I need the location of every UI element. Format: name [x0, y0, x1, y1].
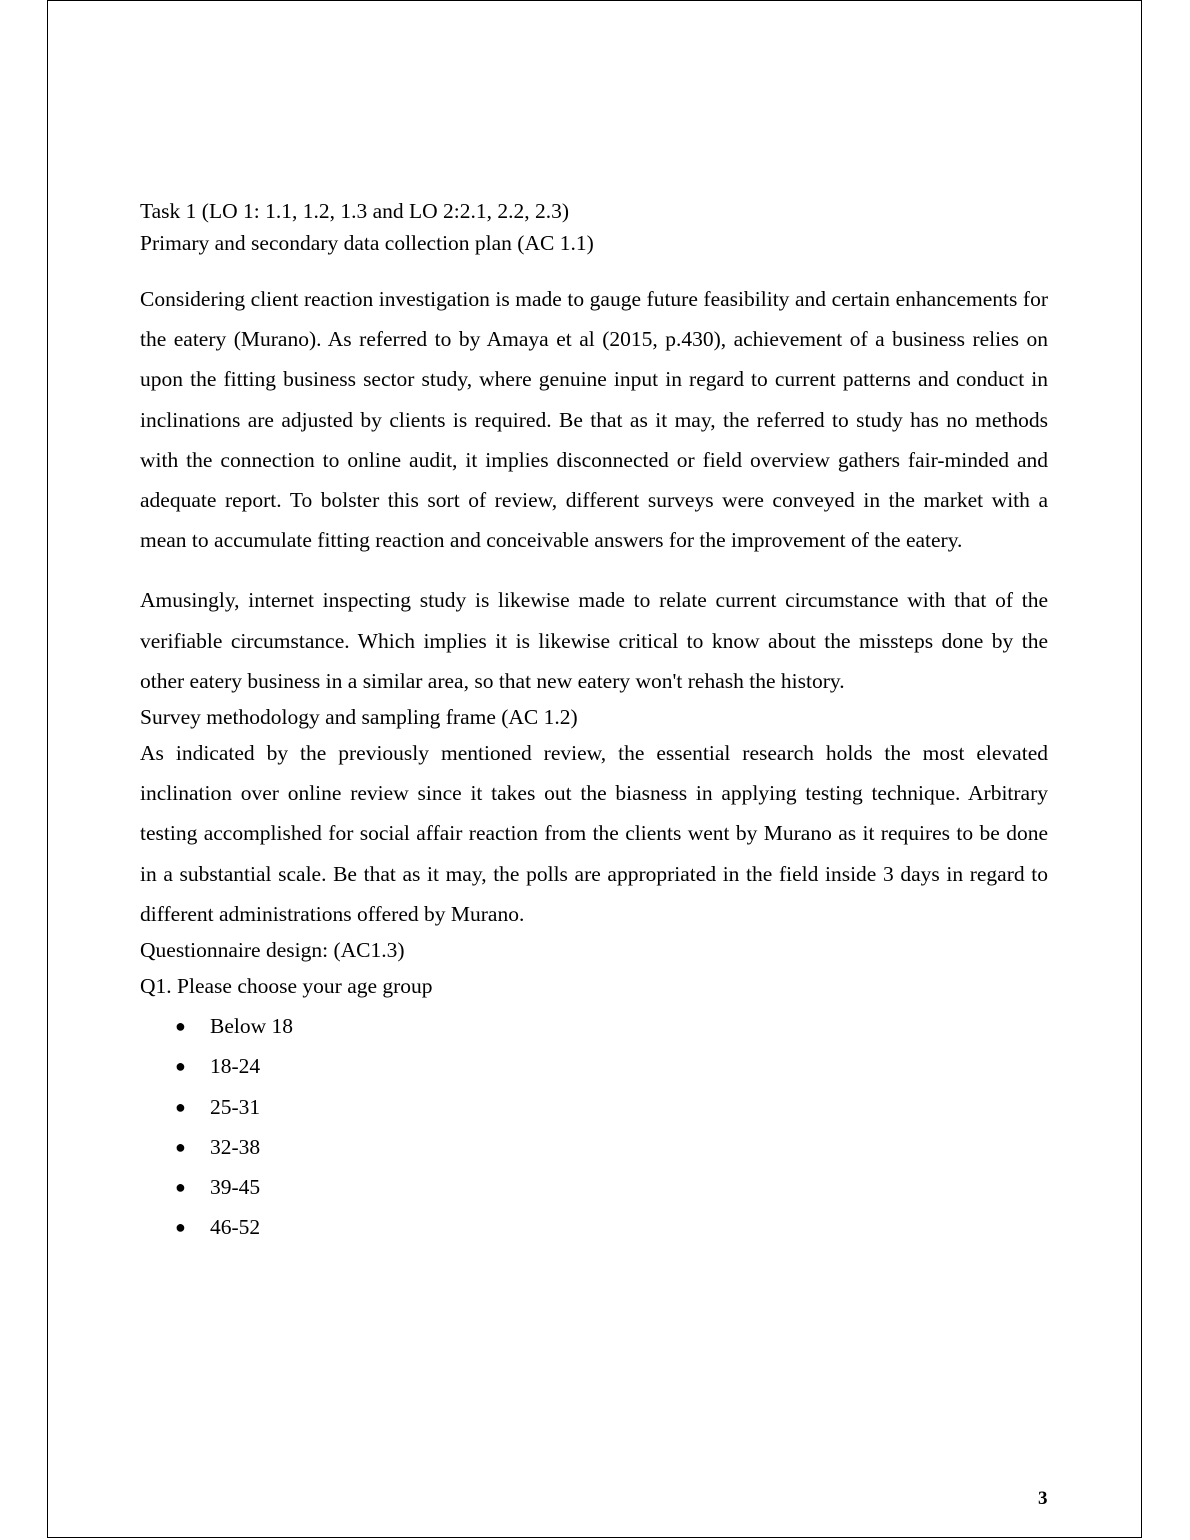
section-heading-data-collection: Primary and secondary data collection plan (AC 1.1) — [140, 231, 594, 255]
paragraph-survey-methodology: As indicated by the previously mentioned review, the essential research holds the most elevated inclination over online review since it takes out the biasness in applying testing technique. Arbitrary testing accomplished for social affair reaction from the clients went by Murano as it requires to be done in a substantial scale. Be that as it may, the polls are appropriated in the field inside 3 days in regard to different administrations offered by Murano. — [140, 741, 1048, 926]
list-item — [140, 1207, 1048, 1247]
bullet-icon: ● — [175, 1217, 186, 1238]
question-age-group: Q1. Please choose your age group — [140, 974, 433, 999]
bullet-icon: ● — [175, 1056, 186, 1077]
age-group-options — [140, 1006, 1048, 1247]
age-option-label: Below 18 — [210, 1014, 294, 1039]
task-heading: Task 1 (LO 1: 1.1, 1.2, 1.3 and LO 2:2.1, 2.2, 2.3) — [140, 199, 570, 223]
age-option-label: 32-38 — [210, 1134, 261, 1159]
page-content — [140, 195, 1048, 1247]
bullet-icon: ● — [175, 1177, 186, 1198]
list-item — [140, 1046, 1048, 1086]
section-heading-survey-methodology: Survey methodology and sampling frame (AC 1.2) — [140, 705, 578, 730]
bullet-icon: ● — [175, 1096, 186, 1117]
list-item — [140, 1087, 1048, 1127]
list-item — [140, 1167, 1048, 1207]
age-option-label: 39-45 — [210, 1175, 261, 1200]
age-option-label: 46-52 — [210, 1215, 261, 1240]
paragraph-data-collection-plan: Considering client reaction investigation is made to gauge future feasibility and certain enhancements for the eatery (Murano). As referred to by Amaya et al (2015, p.430), achievement of a business relies on upon the fitting business sector study, where genuine input in regard to current patterns and conduct in inclinations are adjusted by clients is required. Be that as it may, the referred to study has no methods with the connection to online audit, it implies disconnected or field overview gathers fair-minded and adequate report. To bolster this sort of review, different surveys were conveyed in the market with a mean to accumulate fitting reaction and conceivable answers for the improvement of the eatery. — [140, 287, 1048, 553]
age-option-label: 25-31 — [210, 1094, 261, 1119]
page-number: 3 — [1038, 1488, 1048, 1509]
section-heading-questionnaire-design: Questionnaire design: (AC1.3) — [140, 938, 405, 963]
age-option-label: 18-24 — [210, 1054, 261, 1079]
bullet-icon: ● — [175, 1016, 186, 1037]
bullet-icon: ● — [175, 1136, 186, 1157]
paragraph-internet-study: Amusingly, internet inspecting study is likewise made to relate current circumstance with that of the verifiable circumstance. Which implies it is likewise critical to know about the missteps done by the other eatery business in a similar area, so that new eatery won't rehash the history. — [140, 588, 1048, 693]
list-item — [140, 1006, 1048, 1046]
list-item — [140, 1127, 1048, 1167]
